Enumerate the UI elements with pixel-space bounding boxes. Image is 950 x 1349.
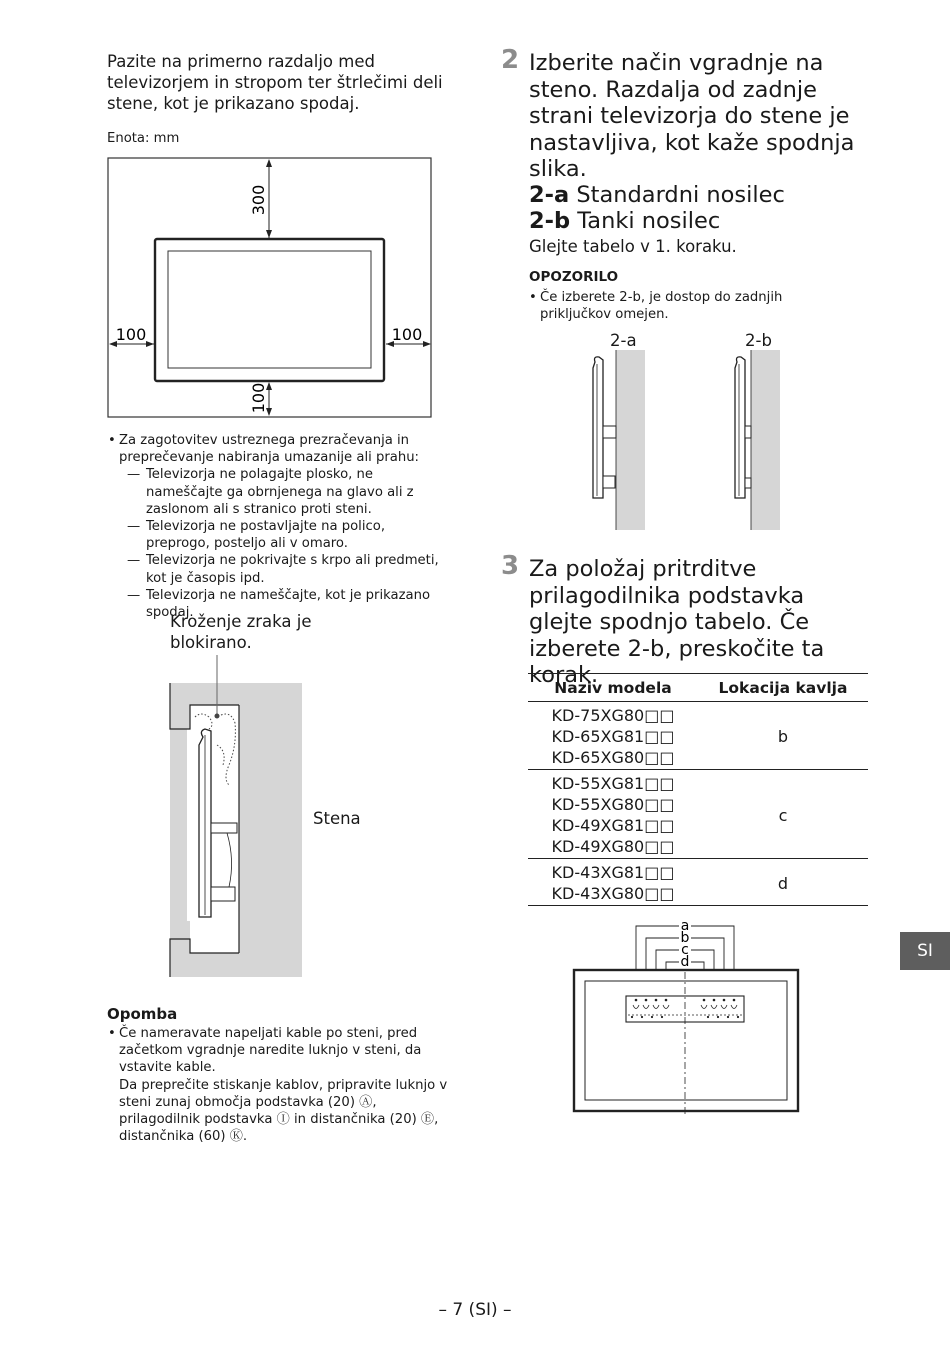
mounting-options-illustration xyxy=(585,348,785,533)
figure-label-2a: 2-a xyxy=(610,331,637,350)
hook-location-table xyxy=(528,673,868,906)
dash-item: — Televizorja ne postavljajte na polico, preprogo, posteljo ali v omaro. xyxy=(119,518,453,552)
model-name: KD-55XG80□□ xyxy=(551,795,675,814)
hook-letter-c: c xyxy=(681,942,689,958)
note-title: Opomba xyxy=(107,1005,178,1023)
dim-top: 300 xyxy=(249,184,268,216)
hook-letter-a: a xyxy=(680,918,690,934)
step2-subtext: Glejte tabelo v 1. koraku. xyxy=(529,237,737,256)
table-row xyxy=(528,859,868,906)
step2-option-a: 2-a Standardni nosilec xyxy=(529,182,785,208)
table-header xyxy=(528,673,868,702)
intro-paragraph: Pazite na primerno razdaljo med televizorjem in stropom ter štrlečimi deli stene, kot je prikazano spodaj. xyxy=(107,52,443,113)
dim-bottom: 100 xyxy=(249,382,268,414)
dim-left: 100 xyxy=(115,325,147,344)
model-name: KD-43XG80□□ xyxy=(551,884,675,903)
note-section xyxy=(108,1025,453,1145)
blocked-airflow-illustration xyxy=(165,655,305,980)
model-name: KD-65XG81□□ xyxy=(551,727,675,746)
step3-text: Za položaj pritrditve prilagodilnika podstavka glejte spodnjo tabelo. Če izberete 2-b, preskočite ta korak. xyxy=(529,556,825,688)
model-name: KD-55XG81□□ xyxy=(551,774,675,793)
dash-item: — Televizorja ne nameščajte, kot je prikazano spodaj. xyxy=(119,587,453,621)
step2-text: Izberite način vgradnje na steno. Razdalja od zadnje strani televizorja do stene je nastavljiva, kot kaže spodnja slika. xyxy=(529,50,855,182)
column-header-model: Naziv modela xyxy=(554,678,672,697)
dim-right: 100 xyxy=(391,325,423,344)
airflow-blocked-label: Kroženje zraka je blokirano. xyxy=(170,612,312,652)
tv-back-hook-diagram xyxy=(570,912,802,1114)
hook-location: c xyxy=(778,805,788,825)
model-name: KD-49XG81□□ xyxy=(551,816,675,835)
clearance-diagram xyxy=(104,154,436,422)
hook-letter-d: d xyxy=(680,954,690,970)
warning-title: OPOZORILO xyxy=(529,269,619,285)
step3-number: 3 xyxy=(501,551,520,581)
hook-location: d xyxy=(777,873,789,893)
model-name: KD-49XG80□□ xyxy=(551,837,675,856)
table-row xyxy=(528,770,868,859)
unit-label: Enota: mm xyxy=(107,131,180,146)
hook-letter-b: b xyxy=(680,930,690,946)
step2-option-b: 2-b Tanki nosilec xyxy=(529,208,721,234)
ventilation-bullet: • Za zagotovitev ustreznega prezračevanja in preprečevanje nabiranja umazanije ali prahu: — Televizorja ne polagajte plosko, ne nameščajte ga obrnjenega na glavo ali z zaslonom ali s stranico proti steni. — Televizorja ne postavljajte na polico, preprogo, posteljo ali v omaro. — Televizorja ne pokrivajte s krpo ali predmeti, kot je časopis ipd. — Televizorja ne nameščajte, kot je prikazano spodaj. xyxy=(108,432,453,621)
hook-location: b xyxy=(777,727,789,746)
model-name: KD-43XG81□□ xyxy=(551,863,675,882)
step2-number: 2 xyxy=(501,45,520,75)
dash-item: — Televizorja ne polagajte plosko, ne nameščajte ga obrnjenega na glavo ali z zaslonom ali s stranico proti steni. xyxy=(119,466,453,518)
column-header-hook: Lokacija kavlja xyxy=(718,678,848,697)
figure-label-2b: 2-b xyxy=(745,331,772,350)
model-name: KD-65XG80□□ xyxy=(551,748,675,767)
table-row xyxy=(528,702,868,770)
warning-bullet: • Če izberete 2-b, je dostop do zadnjih priključkov omejen. xyxy=(529,289,849,323)
page-number: – 7 (SI) – xyxy=(438,1300,512,1320)
note-bullet: • Če nameravate napeljati kable po steni, pred začetkom vgradnje naredite luknjo v steni, da vstavite kable. Da preprečite stiskanje kablov, pripravite luknjo v steni zunaj območja podstavka (20) Ⓐ, prilagodilnik podstavka Ⓘ in distančnika (20) Ⓔ, distančnika (60) Ⓚ. xyxy=(108,1025,453,1145)
dash-item: — Televizorja ne pokrivajte s krpo ali predmeti, kot je časopis ipd. xyxy=(119,552,453,586)
ventilation-section xyxy=(108,432,453,621)
warning-section xyxy=(529,289,849,323)
language-tab: SI xyxy=(900,932,950,970)
wall-label: Stena xyxy=(313,809,361,828)
model-name: KD-75XG80□□ xyxy=(551,706,675,725)
